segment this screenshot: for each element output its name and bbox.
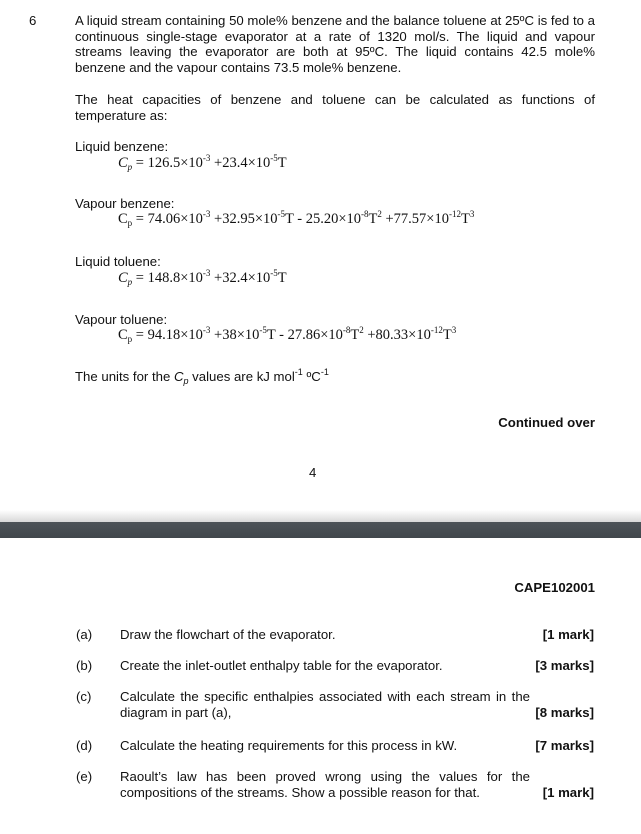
page-separator [0,522,641,538]
page-gap [0,510,641,522]
part-marks: [1 mark] [542,785,594,800]
heat-capacity-intro: The heat capacities of benzene and toluene can be calculated as functions of temperature as: [75,92,595,123]
part-marks: [8 marks] [535,705,594,720]
vapour-benzene-equation: $C_p = 74.06\times 10^{-3} +32.95\times 10^{-5}T - 25.20\times 10^{-8}T^2 +77.57\times 10^{-12}T^3$ [118,209,475,228]
liquid-benzene-label: Liquid benzene: [75,139,169,154]
part-letter: (b) [76,658,93,673]
question-number: 6 [29,13,37,28]
part-letter: (e) [76,769,93,784]
course-code: CAPE102001 [514,580,595,595]
vapour-toluene-label: Vapour toluene: [75,312,168,327]
part-d [0,738,641,754]
part-letter: (c) [76,689,92,704]
part-marks: [1 mark] [542,627,594,642]
vapour-benzene-label: Vapour benzene: [75,196,175,211]
part-c [0,689,641,723]
liquid-toluene-label: Liquid toluene: [75,254,161,269]
part-text: Create the inlet-outlet enthalpy table for the evaporator. [120,658,443,673]
units-suffix: values are kJ mol [188,369,295,384]
part-marks: [3 marks] [535,658,594,673]
part-text: Draw the flowchart of the evaporator. [120,627,336,642]
part-a [0,627,641,643]
liquid-benzene-equation: $C_p = 126.5\times 10^{-3} +23.4\times 10^{-5}T$ [118,153,287,172]
page-number: 4 [309,465,317,480]
part-letter: (a) [76,627,93,642]
continued-over: Continued over [498,415,595,430]
vapour-toluene-equation: $C_p = 94.18\times 10^{-3} +38\times 10^{-5}T - 27.86\times 10^{-8}T^2 +80.33\times 10^{-12}T^3$ [118,325,457,344]
part-b [0,658,641,674]
liquid-toluene-equation: $C_p = 148.8\times 10^{-3} +32.4\times 10^{-5}T$ [118,268,287,287]
part-e [0,769,641,803]
units-prefix: The units for the [75,369,174,384]
part-text: Raoult’s law has been proved wrong using the values for the compositions of the streams. Show a possible reason for that. [120,769,530,800]
units-deg: ºC [302,369,321,384]
units-note: The units for the $C_p$ values are kJ mol$^{-1}$ ºC$^{-1}$ [75,367,329,386]
part-text: Calculate the heating requirements for this process in kW. [120,738,458,753]
part-text: Calculate the specific enthalpies associated with each stream in the diagram in part (a), [120,689,530,720]
part-marks: [7 marks] [535,738,594,753]
question-intro: A liquid stream containing 50 mole% benzene and the balance toluene at 25ºC is fed to a continuous single-stage evaporator at a rate of 1320 mol/s. The liquid and vapour streams leaving the evaporator are both at 95ºC. The liquid contains 42.5 mole% benzene and the vapour contains 73.5 mole% benzene. [75,13,595,75]
part-letter: (d) [76,738,93,753]
